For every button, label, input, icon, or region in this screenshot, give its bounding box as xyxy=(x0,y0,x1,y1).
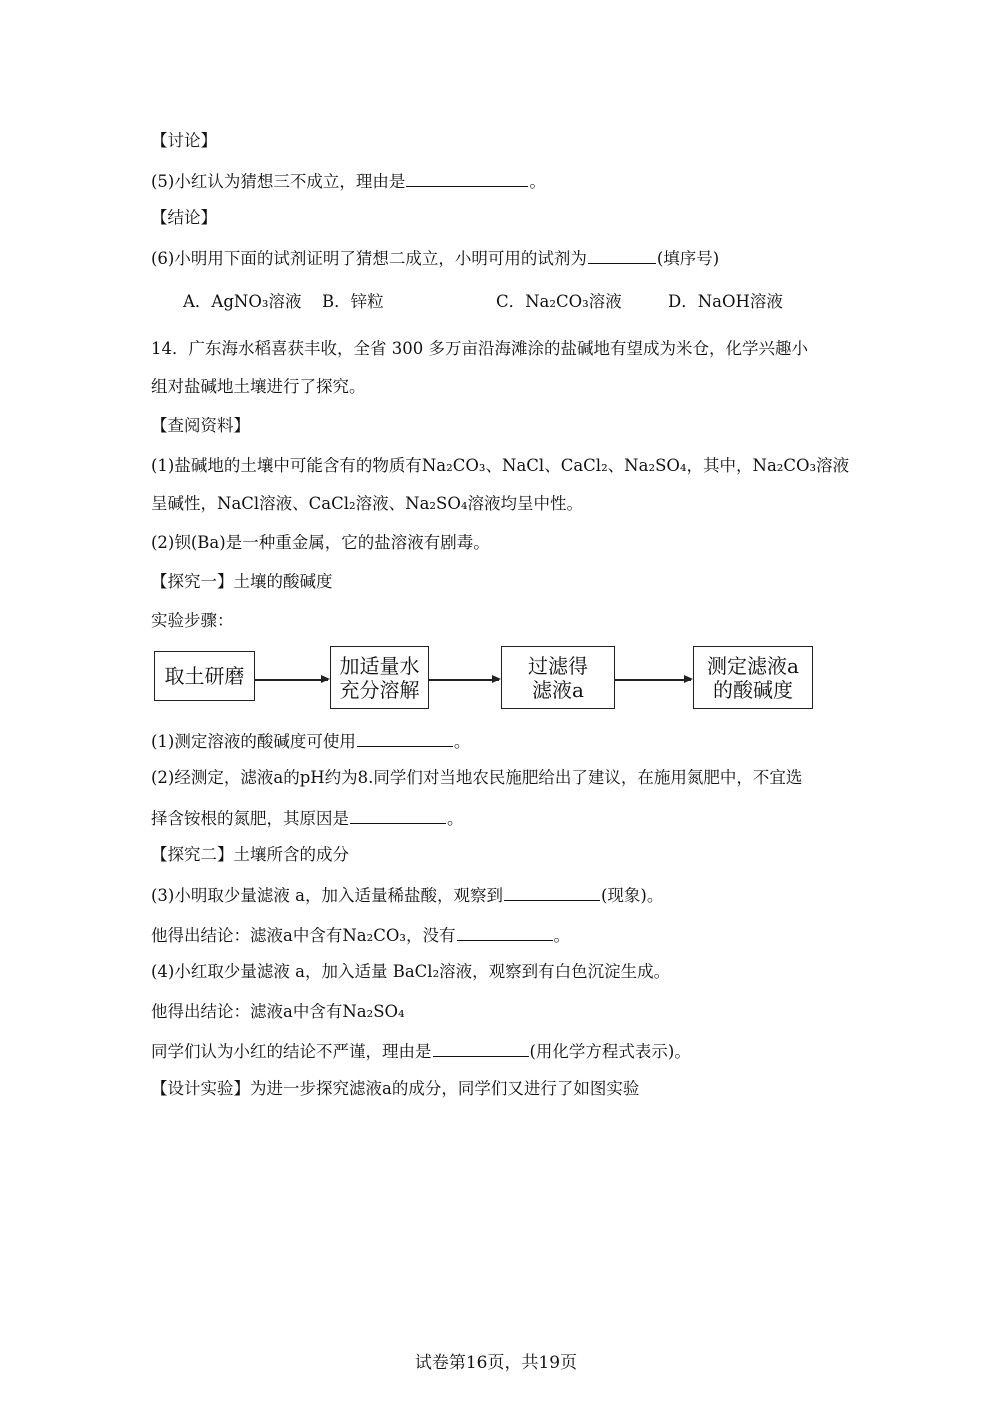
section-design-experiment: 【设计实验】为进一步探究滤液a的成分，同学们又进行了如图实验 xyxy=(151,1079,640,1098)
q4r-text: 同学们认为小红的结论不严谨，理由是 xyxy=(151,1042,432,1061)
page-footer: 试卷第16页，共19页 xyxy=(414,1353,578,1373)
flow-step-dissolve: 加适量水 充分溶解 xyxy=(330,646,429,709)
option-a: A．AgNO₃溶液 xyxy=(183,292,302,311)
reference-1-line2: 呈碱性，NaCl溶液、CaCl₂溶液、Na₂SO₄溶液均呈中性。 xyxy=(151,494,583,513)
q4r-end: (用化学方程式表示)。 xyxy=(529,1042,691,1061)
answer-blank-e5[interactable] xyxy=(433,1040,529,1057)
section-discussion: 【讨论】 xyxy=(151,131,217,150)
reference-2: (2)钡(Ba)是一种重金属，它的盐溶液有剧毒。 xyxy=(151,533,490,552)
option-d: D．NaOH溶液 xyxy=(668,292,783,311)
answer-blank-5[interactable] xyxy=(406,170,528,187)
q6-text: (6)小明用下面的试剂证明了猜想二成立，小明可用的试剂为 xyxy=(151,249,587,268)
option-c: C．Na₂CO₃溶液 xyxy=(496,292,622,311)
question-14-line1: 14．广东海水稻喜获丰收，全省 300 多万亩沿海滩涂的盐碱地有望成为米仓，化学兴趣小 xyxy=(151,339,808,358)
explore2-q4-conclusion: 他得出结论：滤液a中含有Na₂SO₄ xyxy=(151,1002,405,1021)
section-explore-2: 【探究二】土壤所含的成分 xyxy=(151,845,349,864)
options-row xyxy=(183,292,783,312)
experiment-steps-label: 实验步骤： xyxy=(151,611,234,630)
section-explore-1: 【探究一】土壤的酸碱度 xyxy=(151,572,333,591)
reference-1-line1: (1)盐碱地的土壤中可能含有的物质有Na₂CO₃、NaCl、CaCl₂、Na₂SO₄，其中，Na₂CO₃溶液 xyxy=(151,456,850,475)
explore1-q1 xyxy=(151,730,470,752)
q1-end: 。 xyxy=(453,732,471,751)
q6-end: (填序号) xyxy=(656,249,720,268)
flow-step-measure: 测定滤液a 的酸碱度 xyxy=(693,646,813,709)
option-b: B．锌粒 xyxy=(322,292,384,311)
flow-arrow-1 xyxy=(255,679,328,681)
answer-blank-e4[interactable] xyxy=(457,924,553,941)
q3-text: (3)小明取少量滤液 a，加入适量稀盐酸，观察到 xyxy=(151,886,503,905)
q3c-end: 。 xyxy=(553,926,570,945)
flow-step-grind: 取土研磨 xyxy=(154,651,255,701)
q5-text: (5)小红认为猜想三不成立，理由是 xyxy=(151,172,406,191)
q2-end: 。 xyxy=(447,809,464,828)
q3-end: (现象)。 xyxy=(600,886,664,905)
answer-blank-e1[interactable] xyxy=(357,730,453,747)
flow-step-filter: 过滤得 滤液a xyxy=(501,646,615,709)
question-6 xyxy=(151,247,719,269)
answer-blank-6[interactable] xyxy=(588,247,656,264)
answer-blank-e2[interactable] xyxy=(350,807,446,824)
flow-arrow-2 xyxy=(429,679,499,681)
q3c-text: 他得出结论：滤液a中含有Na₂CO₃，没有 xyxy=(151,926,456,945)
answer-blank-e3[interactable] xyxy=(504,884,600,901)
question-14-line2: 组对盐碱地土壤进行了探究。 xyxy=(151,377,366,396)
q1-text: (1)测定溶液的酸碱度可使用 xyxy=(151,732,356,751)
explore2-q3-conclusion xyxy=(151,924,570,946)
explore1-q2-line2 xyxy=(151,807,464,829)
flow-arrow-3 xyxy=(615,679,691,681)
section-reference: 【查阅资料】 xyxy=(151,416,250,435)
explore2-q4: (4)小红取少量滤液 a，加入适量 BaCl₂溶液，观察到有白色沉淀生成。 xyxy=(151,962,671,981)
explore2-q4-reason xyxy=(151,1040,691,1062)
section-conclusion: 【结论】 xyxy=(151,208,217,227)
question-5 xyxy=(151,170,546,192)
explore2-q3 xyxy=(151,884,663,906)
q2-text: 择含铵根的氮肥，其原因是 xyxy=(151,809,349,828)
q5-end: 。 xyxy=(529,172,546,191)
explore1-q2-line1: (2)经测定，滤液a的pH约为8.同学们对当地农民施肥给出了建议，在施用氮肥中，不宜选 xyxy=(151,768,803,787)
